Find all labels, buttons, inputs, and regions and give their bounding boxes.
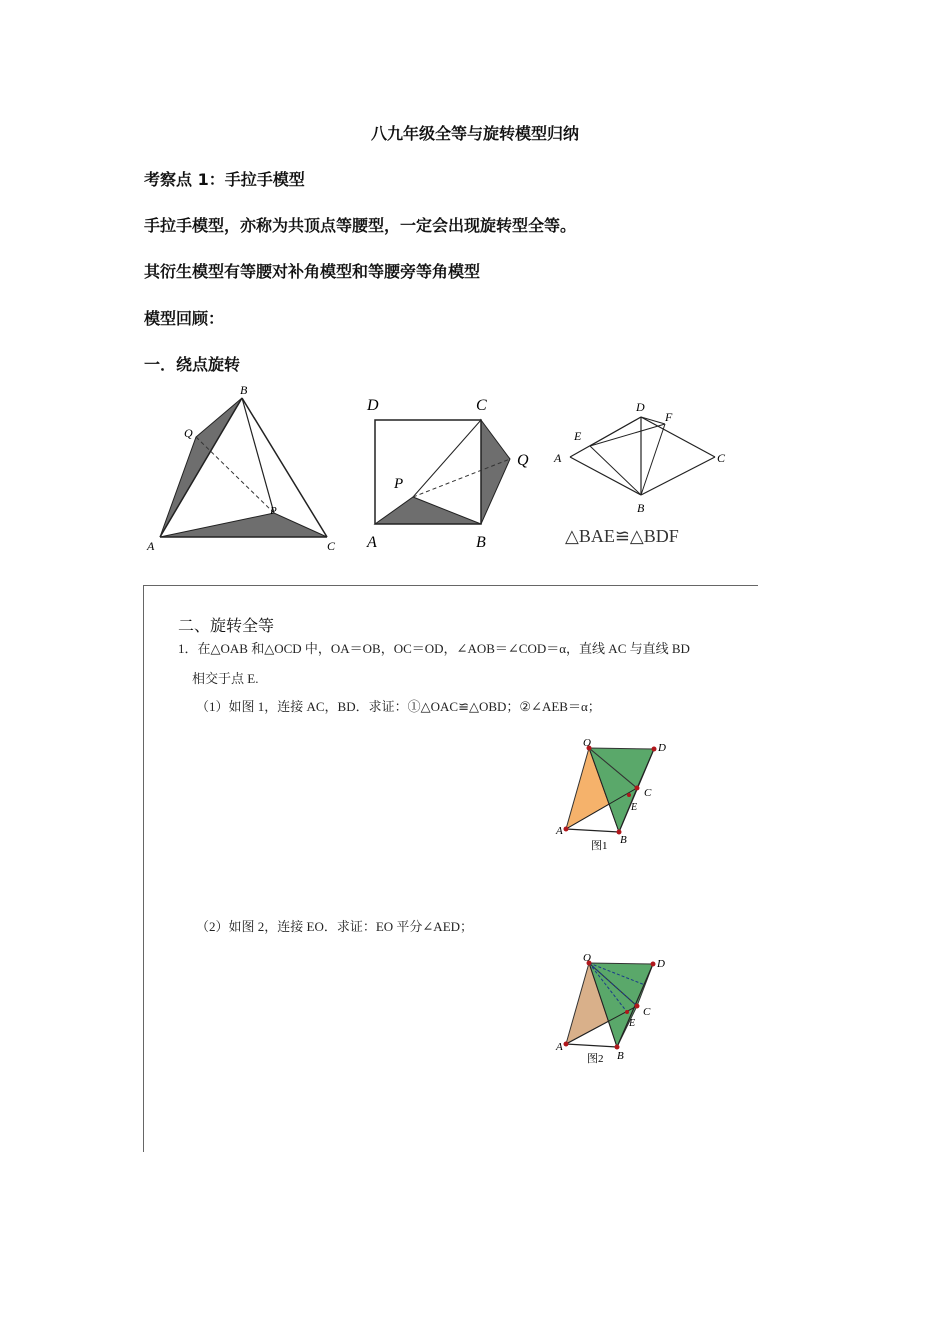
- fig3-label-e: E: [574, 429, 582, 443]
- p1-label-o: O: [583, 737, 591, 749]
- fig2-label-c: C: [476, 397, 487, 414]
- fig2-label-a: A: [367, 534, 377, 551]
- figure-square-rotation: [360, 390, 545, 555]
- fig2-label-d: D: [367, 397, 379, 414]
- p2-label-e: E: [629, 1018, 636, 1029]
- fig2-label-q: Q: [517, 452, 529, 469]
- fig2-label-b: B: [476, 534, 486, 551]
- p1-caption: 图1: [591, 840, 608, 852]
- fig1-label-p: P: [270, 505, 277, 517]
- problem-figure-2: [549, 951, 689, 1076]
- problem-figure-1: [549, 736, 689, 861]
- p2-caption: 图2: [587, 1053, 604, 1065]
- p2-label-a: A: [556, 1041, 563, 1053]
- fig1-label-a: A: [147, 539, 155, 553]
- p1-label-c: C: [644, 787, 652, 799]
- fig1-label-q: Q: [184, 426, 193, 440]
- fig1-label-b: B: [240, 383, 248, 397]
- problem-line-1: 1．在△OAB 和△OCD 中，OA＝OB，OC＝OD，∠AOB＝∠COD＝α，直线 AC 与直线 BD: [178, 641, 690, 656]
- fig3-caption: △BAE≌△BDF: [565, 526, 679, 546]
- paragraph-2: 其衍生模型有等腰对补角模型和等腰旁等角模型: [144, 262, 481, 281]
- p2-label-d: D: [657, 958, 665, 970]
- fig3-label-c: C: [717, 451, 726, 465]
- paragraph-1: 手拉手模型，亦称为共顶点等腰型，一定会出现旋转型全等。: [144, 216, 577, 235]
- fig3-label-f: F: [665, 410, 673, 424]
- problem-box: [143, 585, 758, 1152]
- p2-label-o: O: [583, 952, 591, 964]
- p1-label-d: D: [658, 742, 666, 754]
- review-heading: 模型回顾：: [144, 309, 225, 328]
- p1-label-e: E: [631, 802, 638, 813]
- fig3-label-a: A: [554, 451, 562, 465]
- p1-label-b: B: [620, 834, 627, 846]
- p2-label-b: B: [617, 1050, 624, 1062]
- fig2-label-p: P: [394, 476, 404, 492]
- page-title: 八九年级全等与旋转模型归纳: [370, 124, 579, 143]
- section-2-heading: 二、旋转全等: [178, 618, 275, 635]
- problem-part-1: （1）如图 1，连接 AC，BD．求证：①△OAC≌△OBD；②∠AEB＝α；: [196, 699, 601, 714]
- problem-part-2: （2）如图 2，连接 EO．求证：EO 平分∠AED；: [196, 919, 474, 934]
- p1-label-a: A: [556, 825, 563, 837]
- problem-line-2: 相交于点 E.: [192, 671, 259, 686]
- p2-label-c: C: [643, 1006, 651, 1018]
- fig3-label-b: B: [637, 501, 645, 515]
- fig1-label-c: C: [327, 539, 336, 553]
- point-heading: 考察点 1：手拉手模型: [144, 170, 305, 189]
- figure-isosceles-rotation: [545, 395, 745, 555]
- figure-triangle-rotation: [140, 380, 350, 555]
- section-1-heading: 一．绕点旋转: [144, 355, 241, 374]
- fig3-label-d: D: [636, 400, 645, 414]
